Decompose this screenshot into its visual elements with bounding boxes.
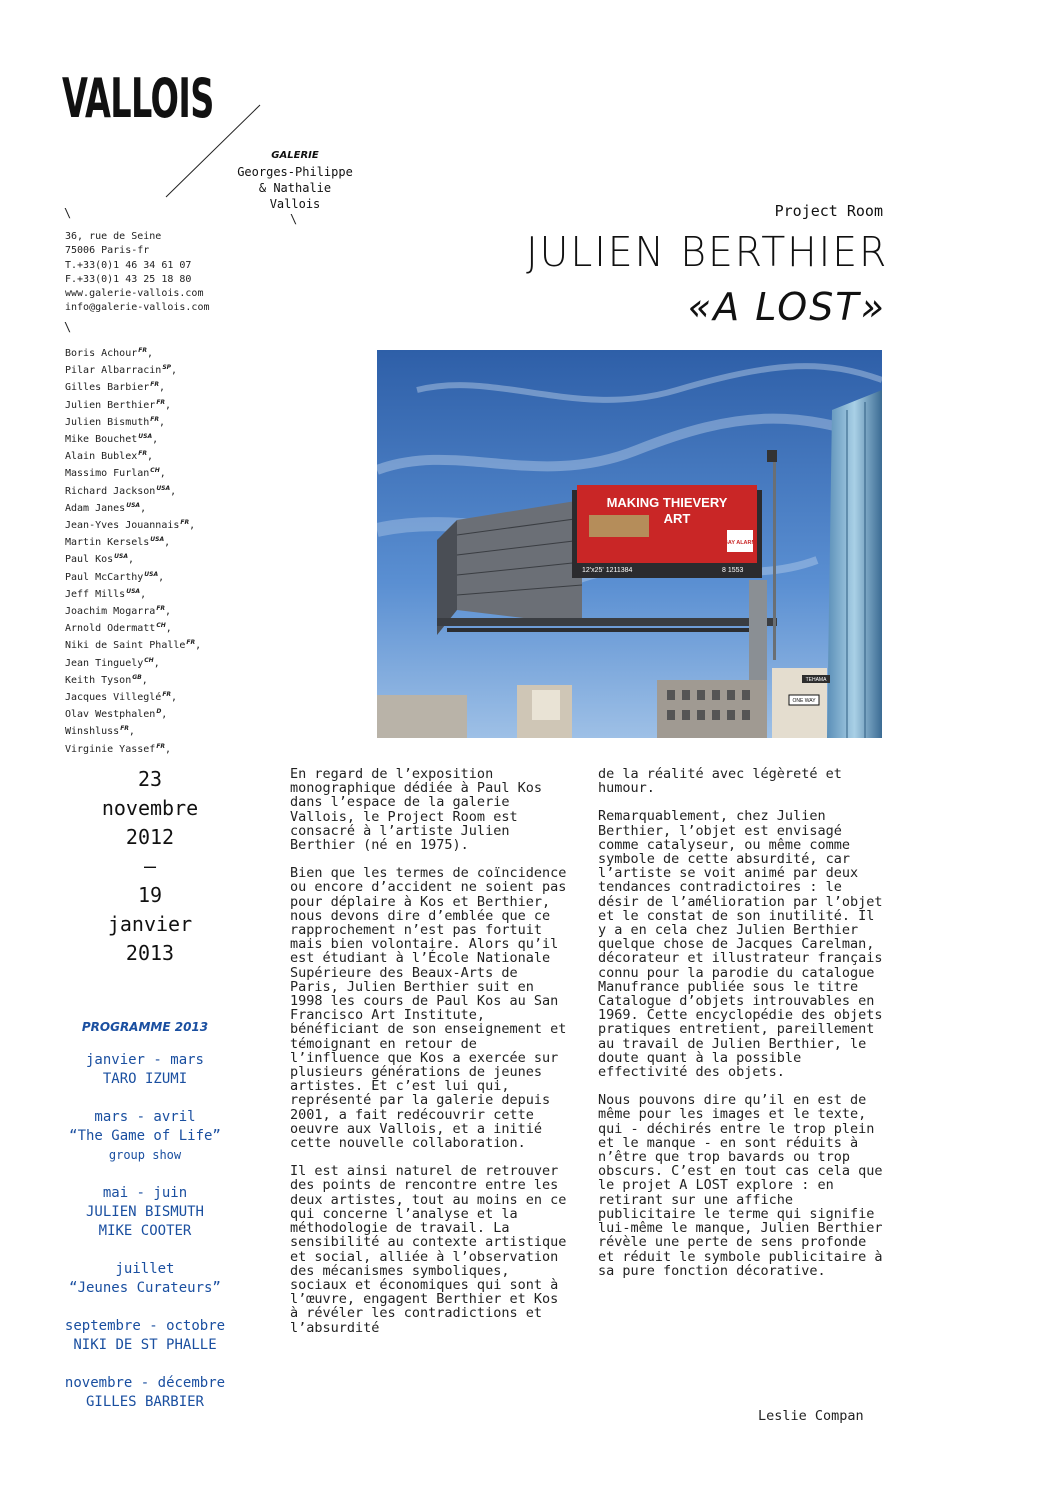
programme-entry: [40, 1051, 250, 1089]
artist-name: Paul McCarthy: [65, 571, 144, 583]
artist-list-item: Boris Achour$^{FR}$,: [65, 347, 153, 359]
artist-list-item: Jean Tinguely$^{CH}$,: [65, 656, 160, 669]
artist-list-item: Joachim Mogarra$^{FR}$,: [65, 605, 172, 618]
programme-period: juillet: [115, 1261, 175, 1277]
artist-name: Virginie Yassef: [65, 743, 156, 755]
programme-period: mars - avril: [94, 1109, 196, 1125]
artist-name: Jacques Villeglé: [65, 692, 162, 704]
start-day: 23: [137, 767, 163, 791]
billboard-number: 8 1553: [722, 567, 744, 574]
programme-period: novembre - décembre: [64, 1375, 226, 1391]
artist-name: Martin Kersels: [65, 537, 150, 549]
billboard-photo-illustration: [377, 350, 882, 738]
artist-list-item: Julien Bismuth$^{FR}$,: [65, 415, 166, 428]
artist-list-item: Gilles Barbier$^{FR}$,: [65, 381, 166, 394]
programme-period: janvier - mars: [85, 1052, 204, 1068]
artist-list-item: Richard Jackson$^{USA}$,: [65, 484, 177, 497]
artist-list-item: Alain Bublex$^{FR}$,: [65, 450, 153, 463]
artist-name: Jean-Yves Jouannais: [65, 520, 180, 532]
artist-list-item: Arnold Odermatt$^{CH}$,: [65, 622, 172, 635]
artist-country-tag: USA: [126, 587, 141, 595]
street-sign: ONE WAY: [792, 698, 816, 704]
artist-name: Niki de Saint Phalle: [65, 640, 186, 652]
artist-country-tag: USA: [126, 501, 141, 509]
artist-list-item: Martin Kersels$^{USA}$,: [65, 536, 171, 549]
programme-entry: [40, 1184, 250, 1241]
artist-list-item: Paul McCarthy$^{USA}$,: [65, 570, 165, 583]
artist-list-item: Olav Westphalen$^D$,: [65, 708, 168, 721]
billboard-size: 12'x25' 1211384: [582, 567, 633, 574]
artist-country-tag: GB: [132, 673, 142, 681]
street-name: TEHAMA: [805, 677, 827, 683]
artist-country-tag: CH: [144, 656, 154, 664]
artist-name: Julien Berthier: [65, 399, 156, 411]
artist-name: Alain Bublex: [65, 451, 138, 463]
artist-name: Keith Tyson: [65, 674, 132, 686]
artist-name: Jeff Mills: [65, 588, 126, 600]
artist-name: Pilar Albarracin: [65, 365, 162, 377]
address-fax: F.+33(0)1 43 25 18 80: [65, 273, 192, 285]
start-year: 2012: [125, 825, 175, 849]
artist-country-tag: CH: [156, 622, 166, 630]
artist-country-tag: CH: [150, 467, 160, 475]
artist-country-tag: FR: [150, 415, 160, 423]
artist-country-tag: FR: [138, 450, 147, 458]
galerie-name-2: & Nathalie: [258, 181, 332, 195]
tick-mark: \: [290, 212, 298, 226]
galerie-block: [220, 148, 370, 212]
tick-mark: \: [64, 206, 72, 220]
article-author: Leslie Compan: [758, 1408, 864, 1424]
date-separator: —: [143, 854, 157, 878]
programme-show: “The Game of Life”: [69, 1128, 221, 1144]
article-column-2: [598, 767, 888, 1292]
diagonal-slash-line: [0, 0, 1058, 240]
programme-entry: [40, 1374, 250, 1412]
tick-mark: \: [64, 320, 72, 334]
artist-country-tag: FR: [156, 605, 166, 613]
billboard-photo: [377, 350, 882, 738]
artist-country-tag: FR: [186, 639, 196, 647]
article-paragraph: Bien que les termes de coïncidence ou encore d’accident ne soient pas pour déplaire à Kos et Berthier, nous devons dire d’emblée que ce rapprochement n’est pas fortuit mais bien volontaire. Alors qu’il est étudiant à l’École Nationale Supérieure des Beaux-Arts de Paris, Julien Berthier suit en 1998 les cours de Paul Kos au San Francisco Art Institute, bénéficiant de son enseignement et témoignant en retour de l’influence que Kos a exercée sur plusieurs générations de jeunes artistes. Et c’est lui qui, représenté par la galerie depuis 2001, a fait redécouvrir cette oeuvre aux Vallois, et a initié cette nouvelle collaboration.: [290, 865, 567, 1152]
artist-name: Massimo Furlan: [65, 468, 150, 480]
billboard-text-1: MAKING THIEVERY: [606, 495, 728, 510]
show-title: «A LOST»: [687, 285, 886, 329]
programme-entry: [40, 1260, 250, 1298]
artist-country-tag: USA: [156, 484, 171, 492]
artist-country-tag: FR: [120, 725, 129, 733]
programme-note: group show: [108, 1148, 182, 1162]
artist-country-tag: FR: [180, 519, 190, 527]
galerie-label: GALERIE: [271, 150, 319, 161]
programme-entry: [40, 1108, 250, 1165]
address-city: 75006 Paris-fr: [65, 245, 150, 257]
artist-name: Arnold Odermatt: [65, 623, 156, 635]
artist-country-tag: FR: [138, 347, 147, 354]
programme-show-2: MIKE COOTER: [98, 1223, 192, 1239]
programme-period: mai - juin: [102, 1185, 188, 1201]
address-block: [65, 230, 210, 316]
address-email[interactable]: info@galerie-vallois.com: [65, 302, 210, 314]
artist-title: JULIEN BERTHIER: [525, 228, 888, 276]
galerie-name-1: Georges-Philippe: [237, 165, 353, 179]
artist-list-item: Adam Janes$^{USA}$,: [65, 501, 147, 514]
artist-country-tag: FR: [162, 691, 172, 699]
artist-country-tag: FR: [156, 398, 166, 406]
programme-period: septembre - octobre: [64, 1318, 226, 1334]
gallery-logo: VALLOIS: [62, 67, 214, 130]
artist-list-item: Mike Bouchet$^{USA}$,: [65, 433, 159, 446]
end-day: 19: [137, 883, 163, 907]
artist-list-item: Pilar Albarracin$^{SP}$,: [65, 364, 178, 377]
artist-list: [65, 344, 201, 757]
article-paragraph: Remarquablement, chez Julien Berthier, l’objet est envisagé comme catalyseur, ou même comme symbole de cette absurdité, car l’artiste se voit animé par deux tendances contradictoires : le désir de l’amélioration par l’objet et le constat de son inutilité. Il y a en cela chez Julien Berthier quelque chose de Jacques Carelman, décorateur et illustrateur français connu pour la parodie du catalogue Manufrance publiée sous le titre Catalogue d’objets introuvables en 1969. Cette encyclopédie des objets pratiques entretient, pareillement au travail de Julien Berthier, le doute quant à la possible effectivité des objets.: [598, 808, 883, 1081]
article-paragraph: Il est ainsi naturel de retrouver des points de rencontre entre les deux artistes, tout au moins en ce qui concerne l’analyse et la méthodologie de travail. La sensibilité au contexte artistique et social, alliée à l’observation des mécanismes symboliques, sociaux et économiques qui sont à l’œuvre, engagent Berthier et Kos à révéler les contradictions et l’absurdité: [290, 1163, 567, 1336]
programme-2013: [40, 1018, 250, 1431]
artist-country-tag: USA: [114, 553, 129, 561]
artist-country-tag: USA: [144, 570, 159, 578]
artist-name: Winshluss: [65, 726, 120, 738]
programme-title: PROGRAMME 2013: [81, 1020, 209, 1034]
artist-list-item: Julien Berthier$^{FR}$,: [65, 398, 172, 411]
programme-show: GILLES BARBIER: [85, 1394, 204, 1410]
artist-list-item: Winshluss$^{FR}$,: [65, 725, 135, 738]
article-paragraph: de la réalité avec légèreté et humour.: [598, 766, 842, 797]
project-room-label: Project Room: [774, 202, 883, 220]
article-column-1: [290, 767, 572, 1349]
artist-list-item: Massimo Furlan$^{CH}$,: [65, 467, 166, 480]
artist-country-tag: SP: [162, 364, 172, 372]
address-phone: T.+33(0)1 46 34 61 07: [65, 259, 192, 271]
billboard-brand: BAY ALARM: [723, 540, 757, 546]
artist-country-tag: D: [156, 708, 162, 716]
artist-name: Julien Bismuth: [65, 416, 150, 428]
artist-list-item: Niki de Saint Phalle$^{FR}$,: [65, 639, 202, 652]
address-website[interactable]: www.galerie-vallois.com: [65, 288, 204, 300]
artist-country-tag: USA: [150, 536, 165, 544]
artist-list-item: Paul Kos$^{USA}$,: [65, 553, 135, 566]
artist-name: Mike Bouchet: [65, 434, 138, 446]
start-month: novembre: [101, 796, 199, 820]
address-street: 36, rue de Seine: [65, 231, 162, 242]
artist-name: Jean Tinguely: [65, 657, 144, 669]
programme-show: JULIEN BISMUTH: [85, 1204, 204, 1220]
artist-name: Boris Achour: [65, 348, 138, 359]
exhibition-dates: [70, 765, 230, 968]
artist-country-tag: USA: [138, 433, 153, 441]
article-paragraph: Nous pouvons dire qu’il en est de même pour les images et le texte, qui - déchirés entre le trop plein et le manque - en sont réduits à n’être que trop bavards ou trop obscurs. C’est en tout cas cela que le projet A LOST explore : en retirant sur une affiche publicitaire le terme qui signifie lui-même le manque, Julien Berthier révèle une perte de sens profonde et réduit le symbole publicitaire à sa pure fonction décorative.: [598, 1092, 883, 1279]
artist-list-item: Jacques Villeglé$^{FR}$,: [65, 691, 178, 704]
end-year: 2013: [125, 941, 175, 965]
article-paragraph: En regard de l’exposition monographique dédiée à Paul Kos dans l’espace de la galerie Vallois, le Project Room est consacré à l’artiste Julien Berthier (né en 1975).: [290, 766, 542, 854]
billboard-text-2: ART: [663, 511, 691, 526]
galerie-name-3: Vallois: [269, 197, 321, 211]
artist-name: Gilles Barbier: [65, 382, 150, 394]
programme-show: “Jeunes Curateurs”: [69, 1280, 221, 1296]
end-month: janvier: [107, 912, 193, 936]
artist-name: Olav Westphalen: [65, 709, 156, 721]
programme-show: NIKI DE ST PHALLE: [73, 1337, 217, 1353]
artist-name: Joachim Mogarra: [65, 606, 156, 618]
programme-show: TARO IZUMI: [102, 1071, 188, 1087]
artist-list-item: Jeff Mills$^{USA}$,: [65, 587, 147, 600]
artist-list-item: Jean-Yves Jouannais$^{FR}$,: [65, 519, 196, 532]
artist-list-item: Virginie Yassef$^{FR}$,: [65, 742, 172, 755]
artist-list-item: Keith Tyson$^{GB}$,: [65, 673, 148, 686]
artist-country-tag: FR: [150, 381, 160, 389]
artist-name: Richard Jackson: [65, 485, 156, 497]
artist-country-tag: FR: [156, 742, 166, 750]
artist-name: Paul Kos: [65, 554, 114, 566]
artist-name: Adam Janes: [65, 502, 126, 514]
programme-entry: [40, 1317, 250, 1355]
